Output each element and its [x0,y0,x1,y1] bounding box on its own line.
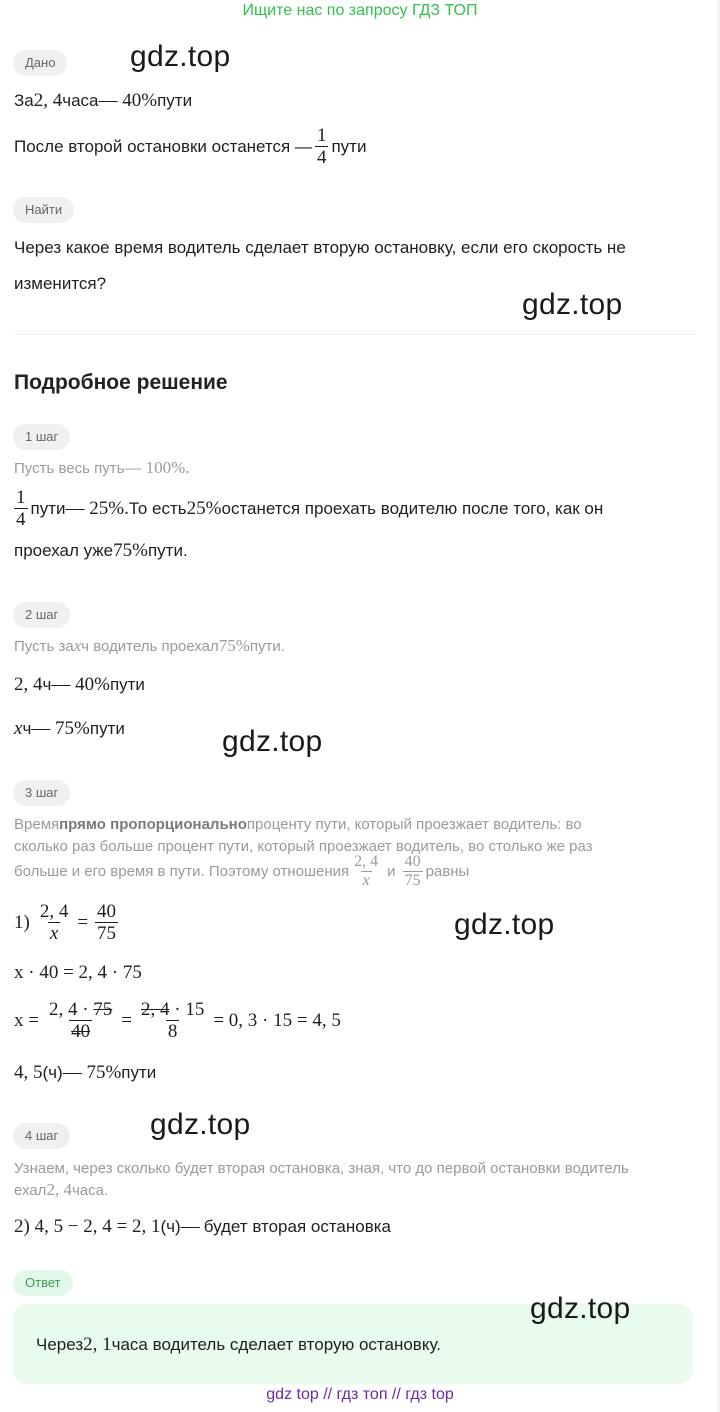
denominator: 75 [404,871,421,889]
text: пути [121,1063,157,1082]
step-3-badge: 3 шаг [13,780,70,806]
math: 2, 4 [33,90,63,111]
step-1-badge: 1 шаг [13,424,70,450]
math: — 25%. [65,497,129,519]
fraction [14,488,28,530]
given-badge: Дано [13,50,67,76]
step-3-text-2: сколько раз больше процент пути, который проезжает водитель, во столько же раз [14,838,593,855]
text: (ч) [160,1217,181,1236]
text: (ч) [42,1063,63,1082]
emphasis: прямо пропорционально [59,816,247,833]
text: пути [89,719,125,738]
denominator: 40 [71,1020,91,1042]
denominator: 8 [167,1020,178,1042]
text: часа. [71,1181,109,1199]
numerator [47,1000,114,1020]
fraction [315,126,329,168]
text: ч водитель проехал [81,637,219,655]
given-line-1 [14,90,192,112]
math: 75% [218,636,250,655]
cancelled-number: 2, 4 [141,999,170,1020]
text: Пусть весь путь [14,459,125,477]
text: часа [62,91,99,110]
fraction [47,1000,114,1042]
text: проехал уже [14,541,114,560]
math: = [121,1009,133,1031]
step-2-line-2 [14,718,125,740]
find-line-2: изменится? [14,274,107,293]
text: После второй остановки останется — [14,136,312,156]
watermark: gdz.top [522,288,623,321]
divider [14,334,694,335]
text: пути [30,498,66,518]
text: ехал [14,1181,47,1199]
step-3-text-3 [14,854,469,890]
variable: x [14,718,23,739]
text: часа водитель сделает вторую остановку. [111,1335,441,1354]
cancelled-number: 75 [93,999,113,1020]
math: = [77,911,89,933]
math: — 40% [51,674,110,695]
answer-text [36,1334,441,1356]
fraction [38,902,71,944]
watermark: gdz.top [530,1292,631,1325]
text: пути [157,91,193,110]
text: равны [425,863,470,881]
math: x = [14,1009,39,1031]
solution-title: Подробное решение [14,371,228,394]
math: 2, 4 · [48,999,94,1020]
math: — [180,1216,200,1237]
numerator: 40 [97,901,117,922]
step-3-eq-3 [14,1000,341,1042]
step-4-eq [14,1216,391,1238]
numerator [139,1000,206,1020]
text: и [387,863,396,881]
numerator: 2, 4 [354,853,379,870]
step-3-eq-2: x · 40 = 2, 4 · 75 [14,962,142,983]
step-3-eq-1 [14,902,121,944]
math: 1) [14,911,30,933]
numerator: 2, 4 [39,901,69,922]
fraction [352,854,380,890]
text: Через [36,1335,84,1354]
footer-links[interactable]: gdz top // гдз топ // гдз top [266,1386,454,1403]
math: 2, 1 [83,1334,112,1355]
denominator: 75 [97,922,117,944]
text: То есть [128,498,187,518]
numerator: 40 [404,853,421,870]
math: — 75% [31,718,90,739]
math: 75% [113,540,148,561]
answer-badge: Ответ [13,1270,73,1296]
text: пути [109,675,145,694]
text: Время [14,816,60,833]
given-line-2 [14,126,366,168]
text: останется проехать водителю после того, как он [221,498,604,518]
math: — 75% [62,1062,122,1083]
text: ч [42,675,52,694]
math: · 15 [169,999,205,1020]
denominator: x [49,922,59,944]
fraction [95,902,118,944]
step-1-line-2 [14,540,188,562]
watermark: gdz.top [454,908,555,941]
step-4-text-2 [14,1180,108,1200]
step-3-result [14,1062,156,1084]
step-4-badge: 4 шаг [13,1123,70,1149]
math: = 0, 3 · 15 = 4, 5 [213,1009,341,1031]
text: больше и его время в пути. Поэтому отношения [14,863,350,881]
step-4-text-1: Узнаем, через сколько будет вторая остановка, зная, что до первой остановки водитель [14,1160,629,1177]
step-2-hint [14,636,285,656]
step-1-line-1 [14,488,603,530]
math: 2) 4, 5 − 2, 4 = 2, 1 [14,1216,161,1237]
text: будет вторая остановка [203,1217,392,1236]
variable: x [73,636,82,655]
text: проценту пути, который проезжает водитель: во [246,816,582,833]
math: 2, 4 [46,1180,72,1199]
text: За [14,91,34,110]
denominator: x [362,871,370,889]
math: 4, 5 [14,1062,43,1083]
step-1-hint [14,458,190,478]
search-banner[interactable]: Ищите нас по запросу ГДЗ ТОП [242,2,478,19]
text: Пусть за [14,637,74,655]
math: 2, 4 [14,674,43,695]
denominator: 4 [316,146,327,168]
step-2-line-1 [14,674,145,696]
step-2-badge: 2 шаг [13,602,70,628]
watermark: gdz.top [150,1108,251,1141]
math: 25% [186,497,222,519]
math: — 40% [98,90,158,111]
fraction [139,1000,206,1042]
text: пути. [147,541,188,560]
find-line-1: Через какое время водитель сделает вторую остановку, если его скорость не [14,238,626,257]
numerator: 1 [16,487,26,508]
step-3-text-1 [14,816,582,833]
text: пути [331,136,367,156]
fraction [403,854,423,890]
numerator: 1 [316,125,327,146]
watermark: gdz.top [222,725,323,758]
watermark: gdz.top [130,40,231,73]
text: ч [22,719,32,738]
text: пути. [249,637,285,655]
find-badge: Найти [13,197,74,223]
denominator: 4 [16,508,26,530]
math: — 100%. [124,458,190,477]
